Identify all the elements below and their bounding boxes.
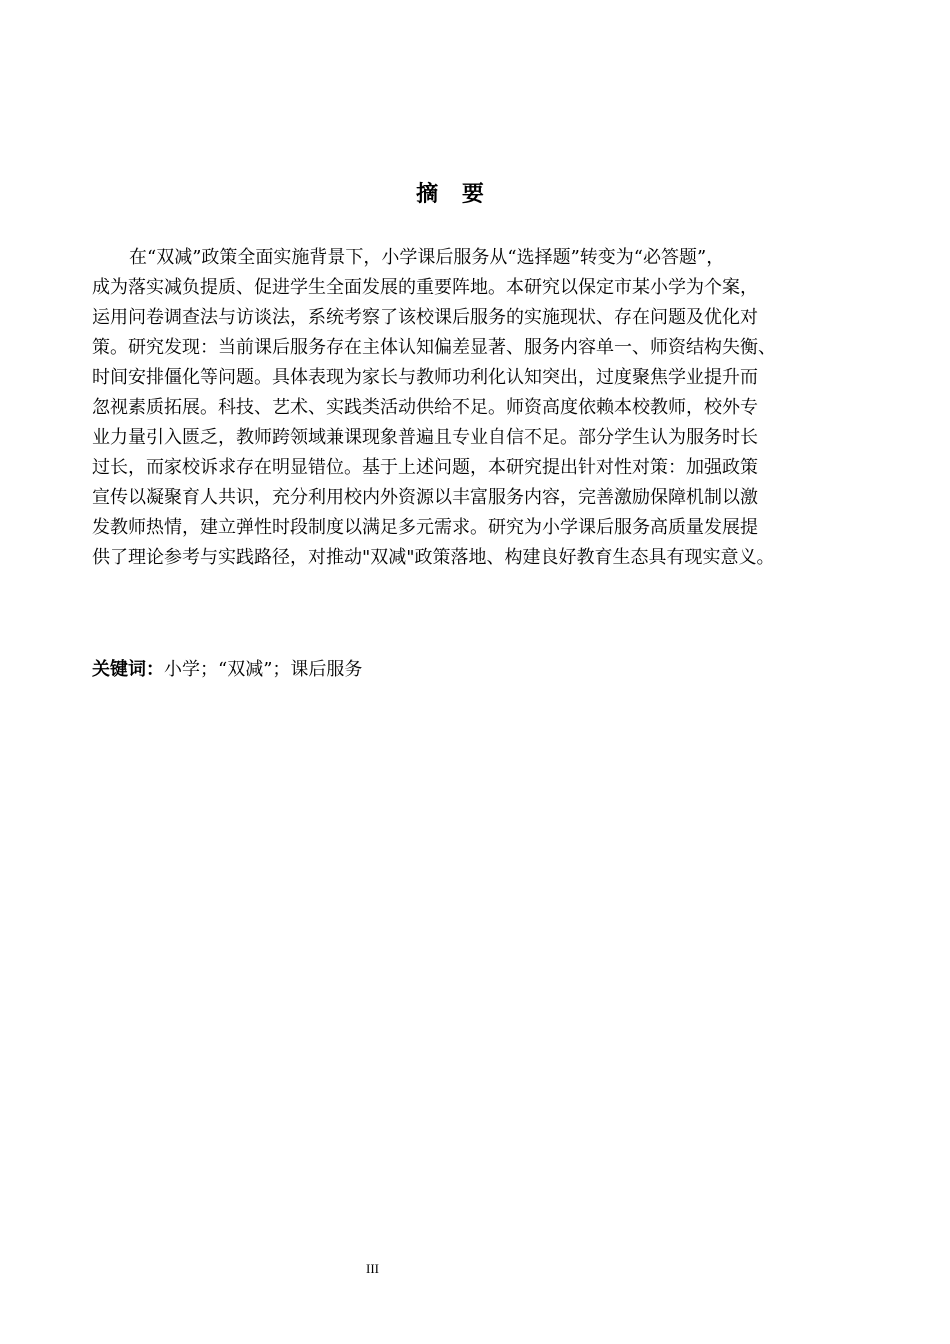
abstract-line: 策。研究发现：当前课后服务存在主体认知偏差显著、服务内容单一、师资结构失衡、 (92, 337, 776, 358)
abstract-body (92, 243, 827, 573)
keywords-label: 关键词： (92, 659, 164, 680)
abstract-line: 成为落实减负提质、促进学生全面发展的重要阵地。本研究以保定市某小学为个案， (92, 277, 758, 298)
abstract-line: 供了理论参考与实践路径，对推动"双减"政策落地、构建良好教育生态具有现实意义。 (92, 547, 775, 568)
abstract-title: 摘 要 (416, 182, 492, 207)
abstract-line: 发教师热情，建立弹性时段制度以满足多元需求。研究为小学课后服务高质量发展提 (92, 517, 758, 538)
abstract-line: 业力量引入匮乏，教师跨领域兼课现象普遍且专业自信不足。部分学生认为服务时长 (92, 427, 758, 448)
abstract-line: 过长，而家校诉求存在明显错位。基于上述问题，本研究提出针对性对策：加强政策 (92, 457, 758, 478)
abstract-line: 在“双减”政策全面实施背景下，小学课后服务从“选择题”转变为“必答题”， (129, 247, 725, 268)
abstract-line: 运用问卷调查法与访谈法，系统考察了该校课后服务的实施现状、存在问题及优化对 (92, 307, 758, 328)
keywords-text: 小学；“双减”；课后服务 (164, 659, 363, 680)
abstract-line: 宣传以凝聚育人共识，充分利用校内外资源以丰富服务内容，完善激励保障机制以激 (92, 487, 758, 508)
abstract-line: 忽视素质拓展。科技、艺术、实践类活动供给不足。师资高度依赖本校教师，校外专 (92, 397, 758, 418)
keywords-line (92, 656, 827, 684)
abstract-line: 时间安排僵化等问题。具体表现为家长与教师功利化认知突出，过度聚焦学业提升而 (92, 367, 758, 388)
page-number: III (366, 1261, 379, 1276)
